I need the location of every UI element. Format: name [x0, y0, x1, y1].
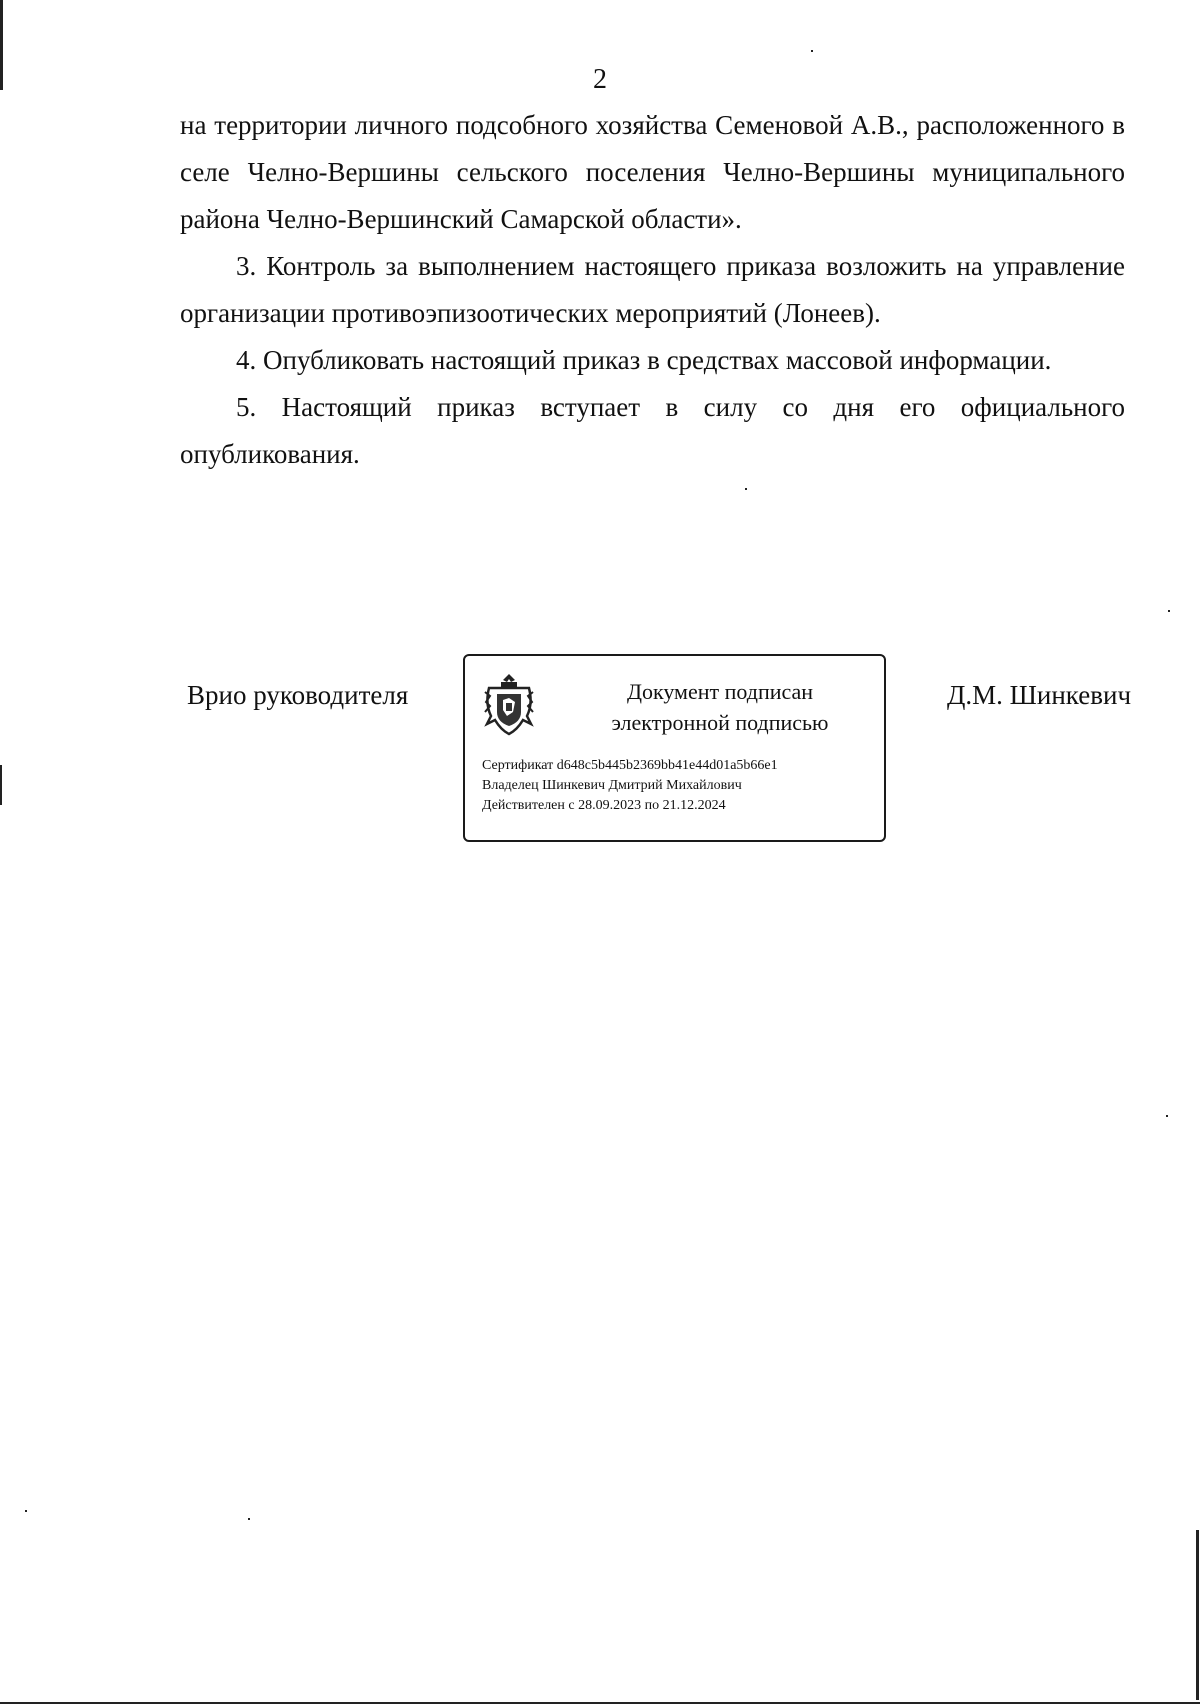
electronic-signature-stamp: [463, 654, 886, 842]
stamp-title-line-1: Документ подписан: [626, 679, 814, 704]
signer-name: Д.М. Шинкевич: [947, 680, 1132, 710]
scan-dot: [745, 488, 747, 490]
paragraph-item-5: 5. Настоящий приказ вступает в силу со дня его официального опубликования.: [180, 392, 1125, 469]
certificate-validity: Действителен с 28.09.2023 по 21.12.2024: [482, 798, 726, 813]
page-number: 2: [593, 64, 607, 95]
scan-edge-mark-right: [1196, 1530, 1199, 1700]
scan-dot: [248, 1518, 250, 1520]
scan-dot: [25, 1510, 27, 1512]
certificate-details: [482, 756, 778, 816]
signer-position: Врио руководителя: [187, 680, 409, 710]
paragraph-continuation: на территории личного подсобного хозяйства Семеновой А.В., расположенного в селе Челно-Вершины сельского поселения Челно-Вершины муниципального района Челно-Вершинский Самарской области».: [180, 110, 1125, 234]
paragraph-item-4: 4. Опубликовать настоящий приказ в средствах массовой информации.: [236, 345, 1052, 375]
stamp-title: [575, 676, 865, 738]
scan-dot: [811, 50, 813, 52]
scan-dot: [1166, 1115, 1168, 1117]
scan-dot: [0, 765, 2, 805]
certificate-owner: Владелец Шинкевич Дмитрий Михайлович: [482, 778, 742, 793]
document-body: [180, 102, 1125, 478]
scan-edge-mark-left: [0, 0, 3, 90]
certificate-number: Сертификат d648c5b445b2369bb41e44d01a5b66e1: [482, 758, 778, 773]
scan-edge-mark-bottom: [0, 1702, 1200, 1704]
coat-of-arms-emblem-icon: [481, 672, 537, 736]
stamp-title-line-2: электронной подписью: [611, 710, 829, 735]
paragraph-item-3: 3. Контроль за выполнением настоящего приказа возложить на управление организации противоэпизоотических мероприятий (Лонеев).: [180, 251, 1125, 328]
scan-dot: [1168, 610, 1170, 612]
